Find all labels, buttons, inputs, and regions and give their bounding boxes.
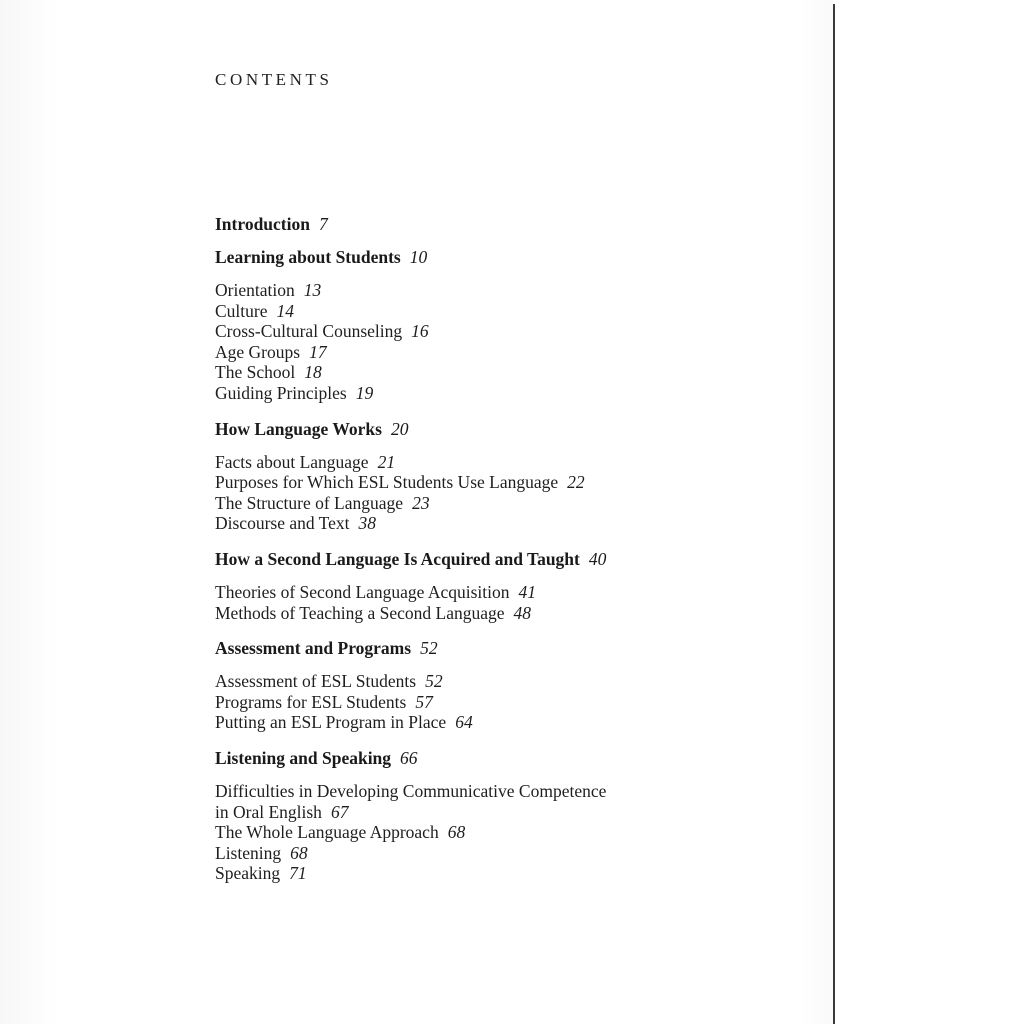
entry-title: Guiding Principles [215, 382, 347, 403]
entry-title: Speaking [215, 863, 281, 884]
entry-title: in Oral English [215, 801, 322, 822]
section-page-number: 20 [390, 418, 409, 439]
section-page-number: 7 [318, 214, 328, 234]
contents-title: CONTENTS [215, 70, 333, 89]
table-of-contents [215, 214, 815, 899]
section-heading [215, 214, 815, 235]
section-heading-text: How Language Works [215, 418, 382, 439]
section-heading-text: Assessment and Programs [215, 638, 412, 659]
toc-entry [215, 452, 815, 473]
entry-title: Cross-Cultural Counseling [215, 321, 403, 342]
entry-page-number: 21 [377, 451, 396, 472]
section-heading [215, 419, 815, 440]
entry-page-number: 14 [276, 300, 294, 321]
entry-page-number: 57 [415, 691, 433, 712]
toc-entry [215, 822, 815, 843]
entry-title: Listening [215, 842, 282, 863]
section-page-number: 66 [400, 747, 418, 768]
entry-title: The School [215, 362, 296, 383]
entry-list [215, 671, 815, 733]
entry-title: Orientation [215, 280, 295, 300]
toc-entry [215, 513, 815, 534]
toc-entry [215, 843, 815, 864]
toc-entry [215, 802, 815, 823]
entry-title: Discourse and Text [215, 513, 350, 534]
entry-page-number: 18 [304, 362, 322, 383]
section-heading [215, 748, 815, 769]
toc-entry [215, 692, 815, 713]
entry-page-number: 64 [455, 712, 473, 733]
entry-page-number: 13 [303, 280, 322, 300]
entry-page-number: 48 [513, 602, 532, 623]
toc-entry [215, 321, 815, 342]
entry-title: The Whole Language Approach [215, 822, 439, 843]
entry-page-number: 71 [289, 863, 307, 884]
toc-entry [215, 603, 815, 624]
toc-entry [215, 781, 815, 802]
entry-title: Putting an ESL Program in Place [215, 712, 447, 733]
entry-title: Culture [215, 300, 268, 321]
toc-entry [215, 362, 815, 383]
entry-list [215, 582, 815, 623]
entry-page-number: 19 [355, 382, 374, 403]
entry-title: Difficulties in Developing Communicative Competence [215, 780, 607, 801]
section-heading [215, 638, 815, 659]
entry-page-number: 22 [567, 472, 585, 493]
section-heading-text: How a Second Language Is Acquired and Taught [215, 548, 580, 569]
entry-page-number: 41 [518, 581, 537, 602]
entry-page-number: 68 [290, 842, 308, 863]
entry-title: The Structure of Language [215, 492, 404, 513]
entry-page-number: 38 [358, 513, 377, 534]
entry-list [215, 781, 815, 884]
section-heading-text: Listening and Speaking [215, 747, 392, 768]
entry-list [215, 452, 815, 534]
toc-entry [215, 712, 815, 733]
section-heading-text: Introduction [215, 214, 310, 234]
entry-title: Facts about Language [215, 451, 369, 472]
toc-entry [215, 671, 815, 692]
toc-entry [215, 383, 815, 404]
entry-page-number: 16 [411, 321, 429, 342]
section-page-number: 40 [588, 548, 607, 569]
entry-title: Theories of Second Language Acquisition [215, 581, 510, 602]
entry-page-number: 23 [412, 492, 430, 513]
section-page-number: 10 [409, 247, 428, 267]
section-heading-text: Learning about Students [215, 247, 401, 267]
section-heading [215, 549, 815, 570]
toc-entry [215, 301, 815, 322]
entry-title: Programs for ESL Students [215, 691, 407, 712]
entry-page-number: 68 [447, 822, 466, 843]
toc-entry [215, 280, 815, 301]
entry-page-number: 52 [425, 671, 443, 692]
toc-entry [215, 582, 815, 603]
toc-entry [215, 493, 815, 514]
entry-page-number: 67 [330, 801, 349, 822]
entry-title: Age Groups [215, 341, 301, 362]
toc-entry [215, 863, 815, 884]
toc-entry [215, 342, 815, 363]
toc-entry [215, 472, 815, 493]
entry-page-number: 17 [309, 341, 327, 362]
page-edge-line [833, 4, 835, 1024]
entry-title: Methods of Teaching a Second Language [215, 602, 505, 623]
section-page-number: 52 [420, 638, 438, 659]
entry-title: Purposes for Which ESL Students Use Language [215, 472, 559, 493]
entry-title: Assessment of ESL Students [215, 671, 417, 692]
entry-list [215, 280, 815, 404]
section-heading [215, 247, 815, 268]
